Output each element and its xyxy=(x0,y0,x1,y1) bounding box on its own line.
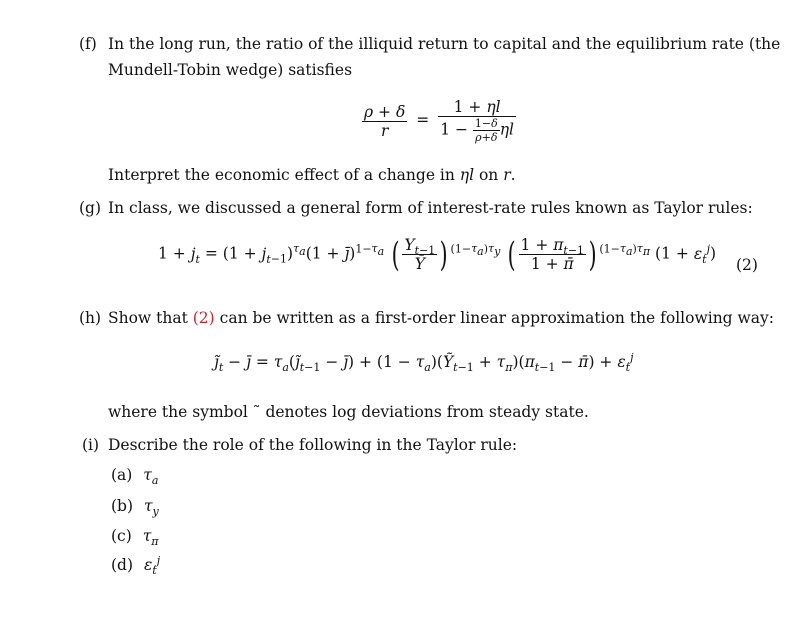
item-g-text: In class, we discussed a general form of interest-rate rules known as Taylor rules: xyxy=(108,199,753,217)
item-f-line1: In the long run, the ratio of the illiquid return to capital and the equilibrium rate (the xyxy=(108,35,781,53)
item-f-interpret: Interpret the economic effect of a change in ηl on r. xyxy=(108,166,516,184)
item-h-label: (h) xyxy=(79,309,102,327)
item-i-text: Describe the role of the following in the Taylor rule: xyxy=(108,436,518,454)
equation-wedge: $\frac{\rho + \delta}{r}$ = 1 + ηl 1 − $\frac{1-\delta}{\rho+\delta}$ ηl xyxy=(364,98,514,144)
equation-linearized: $j̃_t$ − j̄ = $\tau_a(j̃_{t-1}$ − j̄) + $(1 - \tau_a)(Ỹ_{t-1} + \tau_\pi)(\pi_{t-1}$ − π̄) + $\varepsilon_t^j$ xyxy=(214,350,634,375)
item-f-label: (f) xyxy=(79,35,97,53)
equation-ref-link[interactable]: (2) xyxy=(192,309,215,327)
item-h-where: where the symbol ˜ denotes log deviations from steady state. xyxy=(108,403,589,421)
sub-item-c: (c) $\tau_\pi$ xyxy=(111,527,159,549)
item-i-label: (i) xyxy=(82,436,100,454)
equation-number: (2) xyxy=(736,256,758,274)
item-g-label: (g) xyxy=(79,199,102,217)
item-h-text: Show that (2) can be written as a first-order linear approximation the following way: xyxy=(108,309,775,327)
sub-item-b: (b) $\tau_y$ xyxy=(111,497,159,519)
sub-item-d: (d) $\varepsilon_t^j$ xyxy=(111,553,161,578)
item-f-line2: Mundell-Tobin wedge) satisfies xyxy=(108,61,353,79)
sub-item-a: (a) $\tau_a$ xyxy=(111,466,159,488)
equation-taylor-rule: $1 + j_t = (1 + j_{t-1})^{\tau_a}(1$ + j̄)$^{1-\tau_a}$ ( $\frac{Y_{t-1}}{Ȳ}$ ) $^{(1-\tau_a)\tau_y}$ ( $\frac{1 + \pi_{t-1}}{1 + \pī}$ ) $^{(1-\tau_a)\tau_\pi}$ $(1 + \varepsilon_t^j)$ xyxy=(158,234,717,275)
